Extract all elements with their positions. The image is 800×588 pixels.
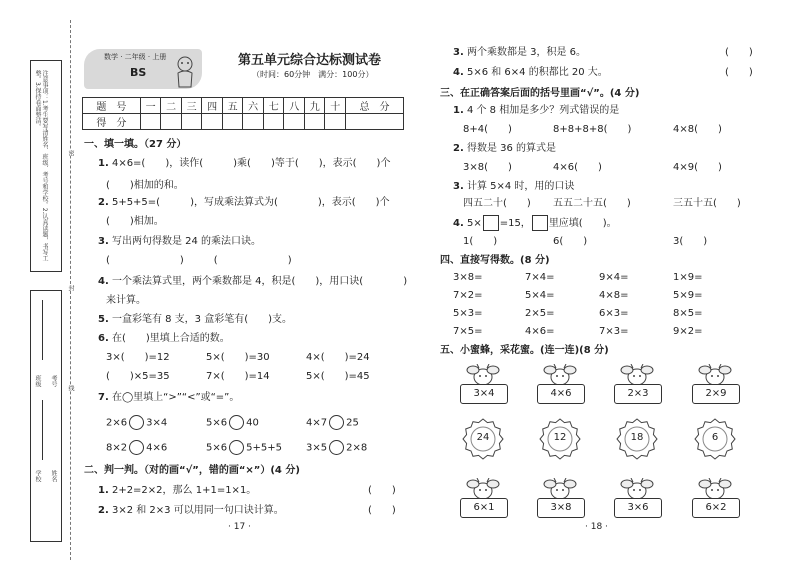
q6-item: 4×( )=24	[306, 352, 370, 363]
name-label: 姓名	[50, 470, 57, 482]
score-section-header: 三	[181, 98, 202, 114]
bee-expression: 4×6	[537, 384, 585, 404]
section2-title: 二、判一判。（对的画“√”，错的画“×”）(4 分)	[84, 465, 300, 476]
direct-calc-item[interactable]: 7×3=	[599, 326, 629, 337]
direct-calc-item[interactable]: 4×8=	[599, 290, 629, 301]
score-table	[82, 97, 404, 130]
compare-item: 8×2 4×6	[106, 440, 167, 455]
section3-title: 三、在正确答案后面的括号里画“√”。(4 分)	[440, 88, 640, 99]
q7-text: 在◯里填上“>”“<”或“=”。	[111, 392, 240, 403]
direct-calc-item[interactable]: 3×8=	[453, 272, 483, 283]
bee-item[interactable]	[614, 478, 660, 518]
compare-circle[interactable]	[229, 415, 244, 430]
score-cell[interactable]	[304, 114, 325, 130]
q2-line2: ( )相加。	[106, 216, 164, 227]
flower-value: 12	[553, 432, 567, 443]
bee-item[interactable]	[692, 478, 738, 518]
flower-item[interactable]	[539, 418, 581, 460]
score-cell[interactable]	[161, 114, 182, 130]
seal-mark: 密	[67, 150, 74, 156]
q3-line: 3. 写出两句得数是 24 的乘法口诀。	[98, 236, 262, 247]
choice-option[interactable]: 6( )	[553, 236, 588, 247]
bee-item[interactable]	[692, 364, 738, 404]
q1-line2: ( )相加的和。	[106, 180, 184, 191]
score-cell[interactable]	[346, 114, 404, 130]
choice-option[interactable]: 五五二十五( )	[553, 198, 631, 209]
direct-calc-item[interactable]: 5×9=	[673, 290, 703, 301]
seal-mark-3: 线	[67, 385, 74, 391]
bee-item[interactable]	[460, 364, 506, 404]
judge-1: 1. 2+2=2×2，那么 1+1=1×1。	[98, 485, 257, 496]
score-section-header: 七	[263, 98, 284, 114]
choice-option[interactable]: 1( )	[463, 236, 498, 247]
seal-mark-2: 封	[67, 285, 74, 291]
bee-expression: 6×1	[460, 498, 508, 518]
score-section-header: 八	[284, 98, 305, 114]
score-cell[interactable]	[263, 114, 284, 130]
compare-circle[interactable]	[129, 415, 144, 430]
bee-expression: 6×2	[692, 498, 740, 518]
direct-calc-item[interactable]: 1×9=	[673, 272, 703, 283]
q2-text-a: 5+5+5=( )，写成乘法算式为( )，表示( )个	[111, 197, 390, 208]
flower-item[interactable]	[694, 418, 736, 460]
q6-item: ( )×5=35	[106, 371, 170, 382]
bee-expression: 3×4	[460, 384, 508, 404]
score-section-header: 六	[243, 98, 264, 114]
score-cell[interactable]	[243, 114, 264, 130]
score-cell[interactable]	[140, 114, 161, 130]
direct-calc-item[interactable]: 7×4=	[525, 272, 555, 283]
bee-item[interactable]	[614, 364, 660, 404]
direct-calc-item[interactable]: 4×6=	[525, 326, 555, 337]
compare-circle[interactable]	[329, 440, 344, 455]
flower-item[interactable]	[616, 418, 658, 460]
score-cell[interactable]	[202, 114, 223, 130]
score-section-header: 四	[202, 98, 223, 114]
class-field[interactable]	[42, 300, 43, 360]
bee-item[interactable]	[460, 478, 506, 518]
flower-value: 6	[711, 432, 719, 443]
bee-expression: 2×3	[614, 384, 662, 404]
compare-circle[interactable]	[129, 440, 144, 455]
compare-item: 5×6 5+5+5	[206, 440, 282, 455]
flower-value: 18	[630, 432, 644, 443]
judge-2: 2. 3×2 和 2×3 可以用同一句口诀计算。	[98, 505, 284, 516]
choice-option[interactable]: 3( )	[673, 236, 708, 247]
page-title: 第五单元综合达标测试卷	[238, 53, 382, 68]
q4-line2: 来计算。	[106, 295, 146, 306]
bee-item[interactable]	[537, 478, 583, 518]
direct-calc-item[interactable]: 5×3=	[453, 308, 483, 319]
q1-line1: 1. 4×6=( )，读作( )乘( )等于( )，表示( )个	[98, 158, 391, 169]
choice-option[interactable]: 8+4( )	[463, 124, 512, 135]
judge-2-answer[interactable]: ( )	[368, 505, 396, 516]
direct-calc-item[interactable]: 7×5=	[453, 326, 483, 337]
choice-option[interactable]: 4×8( )	[673, 124, 722, 135]
judge-1-answer[interactable]: ( )	[368, 485, 396, 496]
q1-text-a: 4×6=( )，读作( )乘( )等于( )，表示( )个	[111, 158, 391, 169]
compare-item: 3×5 2×8	[306, 440, 367, 455]
choice-4: 4. 5× =15， 里应填( )。	[453, 215, 617, 231]
school-field[interactable]	[42, 400, 43, 460]
q4-line1: 4. 一个乘法算式里，两个乘数都是 4，积是( )，用口诀( )	[98, 276, 408, 287]
bee-expression: 2×9	[692, 384, 740, 404]
score-section-header: 十	[325, 98, 346, 114]
direct-calc-item[interactable]: 6×3=	[599, 308, 629, 319]
judge-4-answer[interactable]: ( )	[725, 67, 753, 78]
choice-option[interactable]: 4×9( )	[673, 162, 722, 173]
direct-calc-item[interactable]: 9×2=	[673, 326, 703, 337]
section5-title: 五、小蜜蜂，采花蜜。(连一连)(8 分)	[440, 345, 609, 356]
choice-2: 2. 得数是 36 的算式是	[453, 143, 557, 154]
badge-text: 数学 · 二年级 · 上册	[104, 53, 167, 61]
direct-calc-item[interactable]: 8×5=	[673, 308, 703, 319]
mascot-icon	[172, 55, 198, 89]
exam-no-label: 考号	[50, 375, 57, 387]
q3-answers: ( ) ( )	[106, 255, 292, 266]
compare-item: 4×7 25	[306, 415, 359, 430]
section1-title: 一、填一填。（27 分）	[84, 139, 187, 150]
page-number-left: · 17 ·	[228, 522, 251, 532]
binding-strip	[0, 0, 74, 588]
direct-calc-item[interactable]: 2×5=	[525, 308, 555, 319]
compare-circle[interactable]	[229, 440, 244, 455]
q6-item: 7×( )=14	[206, 371, 270, 382]
choice-option[interactable]: 3×8( )	[463, 162, 512, 173]
score-section-header: 一	[140, 98, 161, 114]
q6-item: 3×( )=12	[106, 352, 170, 363]
score-cell[interactable]	[325, 114, 346, 130]
page-subtitle: （时间：60分钟 满分：100分）	[252, 70, 374, 79]
choice-1: 1. 4 个 8 相加是多少？列式错误的是	[453, 105, 620, 116]
q4-text-a: 一个乘法算式里，两个乘数都是 4，积是( )，用口诀( )	[111, 276, 408, 287]
score-header-label: 题 号	[83, 98, 141, 114]
school-label: 学校	[34, 470, 41, 482]
q6-text: 在( )里填上合适的数。	[111, 333, 230, 344]
bee-expression: 3×6	[614, 498, 662, 518]
choice-option[interactable]: 三五十五( )	[673, 198, 741, 209]
choice-3: 3. 计算 5×4 时，用的口诀	[453, 181, 575, 192]
choice-option[interactable]: 四五二十( )	[463, 198, 531, 209]
q2-line1: 2. 5+5+5=( )，写成乘法算式为( )，表示( )个	[98, 197, 390, 208]
score-cell[interactable]	[181, 114, 202, 130]
q6-item: 5×( )=30	[206, 352, 270, 363]
judge-3-answer[interactable]: ( )	[725, 47, 753, 58]
q6-item: 5×( )=45	[306, 371, 370, 382]
score-cell[interactable]	[222, 114, 243, 130]
bee-item[interactable]	[537, 364, 583, 404]
edition-label: BS	[130, 66, 147, 79]
blank-box[interactable]	[483, 215, 499, 231]
flower-value: 24	[476, 432, 490, 443]
class-label: 班级	[34, 375, 41, 387]
score-cell[interactable]	[284, 114, 305, 130]
score-section-header: 五	[222, 98, 243, 114]
section4-title: 四、直接写得数。(8 分)	[440, 255, 550, 266]
direct-calc-item[interactable]: 5×4=	[525, 290, 555, 301]
flower-item[interactable]	[462, 418, 504, 460]
judge-4: 4. 5×6 和 6×4 的积都比 20 大。	[453, 67, 608, 78]
score-total-header: 总 分	[346, 98, 404, 114]
page-number-right: · 18 ·	[585, 522, 608, 532]
choice-option[interactable]: 8+8+8+8( )	[553, 124, 632, 135]
score-section-header: 九	[304, 98, 325, 114]
bee-expression: 3×8	[537, 498, 585, 518]
q5-text: 一盒彩笔有 8 支，3 盒彩笔有( )支。	[111, 314, 293, 325]
q6-line: 6. 在( )里填上合适的数。	[98, 333, 230, 344]
direct-calc-item[interactable]: 9×4=	[599, 272, 629, 283]
score-section-header: 二	[161, 98, 182, 114]
compare-item: 2×6 3×4	[106, 415, 167, 430]
compare-circle[interactable]	[329, 415, 344, 430]
info-box	[30, 290, 62, 542]
exam-notes: 注意事项：1.考生要写清姓名、班级、考号和学校。2.认真读题，书写工整。3.保持卷面整洁。	[34, 70, 48, 262]
q7-line: 7. 在◯里填上“>”“<”或“=”。	[98, 392, 240, 403]
judge-3: 3. 两个乘数都是 3，积是 6。	[453, 47, 587, 58]
score-row-label: 得 分	[83, 114, 141, 130]
q5-line: 5. 一盒彩笔有 8 支，3 盒彩笔有( )支。	[98, 314, 293, 325]
direct-calc-item[interactable]: 7×2=	[453, 290, 483, 301]
q3-text: 写出两句得数是 24 的乘法口诀。	[111, 236, 262, 247]
choice-option[interactable]: 4×6( )	[553, 162, 602, 173]
blank-box[interactable]	[532, 215, 548, 231]
compare-item: 5×6 40	[206, 415, 259, 430]
